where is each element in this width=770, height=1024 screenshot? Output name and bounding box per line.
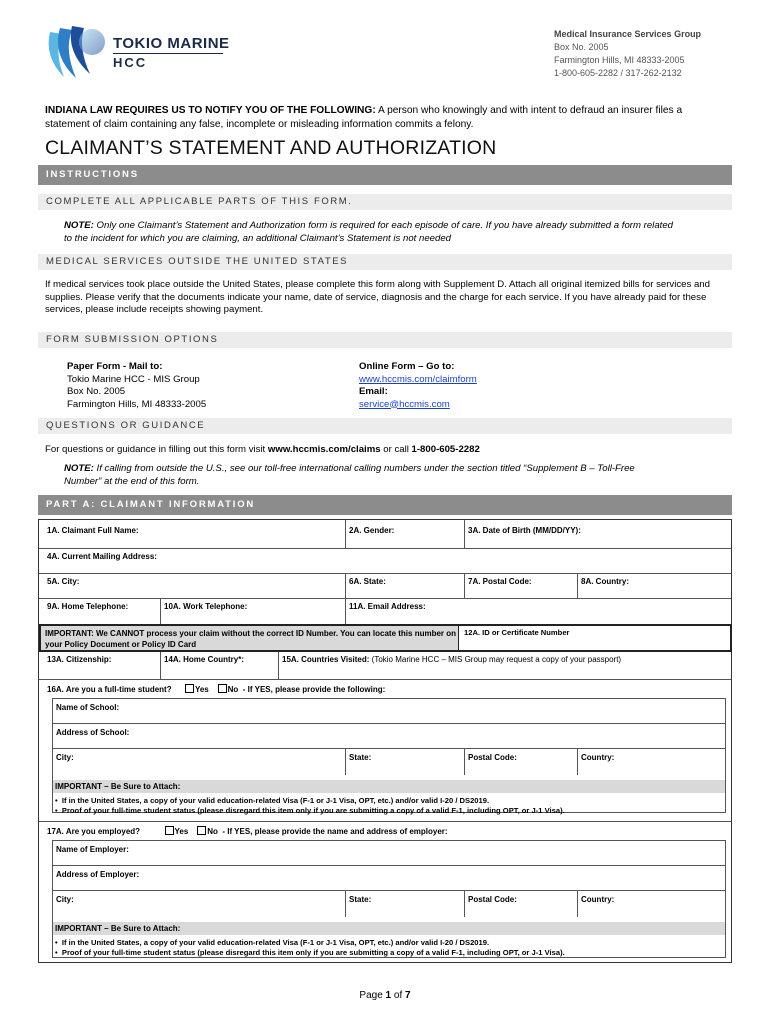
school-name-label: Name of School: <box>56 703 120 712</box>
claimform-link[interactable]: www.hccmis.com/claimform <box>359 373 477 385</box>
note-episode <box>64 220 674 245</box>
questions-or: or call <box>380 444 412 455</box>
divider <box>39 598 731 599</box>
online-form-title: Online Form – Go to: <box>359 361 455 372</box>
questions-text <box>45 444 480 457</box>
address-city: Farmington Hills, MI 48333-2005 <box>554 55 685 65</box>
page-title: CLAIMANT’S STATEMENT AND AUTHORIZATION <box>45 137 497 159</box>
school-country-label: Country: <box>581 753 615 762</box>
employed-question-text: 17A. Are you employed? <box>47 827 141 836</box>
online-form-block <box>359 361 477 411</box>
divider <box>577 748 578 775</box>
company-logo <box>42 22 112 82</box>
paper-form-block <box>67 361 206 411</box>
citizenship-label: 13A. Citizenship: <box>47 655 112 664</box>
complete-all-bar: COMPLETE ALL APPLICABLE PARTS OF THIS FORM. <box>38 194 732 210</box>
employed-no-label: No <box>207 827 218 836</box>
questions-url[interactable]: www.hccmis.com/claims <box>267 444 381 455</box>
employed-followup: - If YES, please provide the name and address of employer: <box>222 827 448 836</box>
company-address <box>554 28 701 80</box>
employer-bullet1-text: If in the United States, a copy of your valid education-related Visa (F-1 or J-1 Visa, OPT, etc.) and/or valid I-20 / DS2019. <box>61 938 490 947</box>
email-link[interactable]: service@hccmis.com <box>359 398 450 410</box>
submission-bar: FORM SUBMISSION OPTIONS <box>38 332 732 348</box>
divider <box>345 748 346 775</box>
employer-bullet-proof: • Proof of your full-time student status (please disregard this item only if you are submitting a copy of a valid F-1, including OPT, or J-1 Visa). <box>55 948 565 957</box>
id-important-text: IMPORTANT: We CANNOT process your claim without the correct ID Number. You can locate this number on your Policy Document or Policy ID Card <box>45 629 457 649</box>
student-question <box>47 684 385 694</box>
email-address-label: 11A. Email Address: <box>349 602 426 611</box>
divider <box>160 598 161 624</box>
email-label: Email: <box>359 386 388 397</box>
countries-visited-label <box>282 655 621 664</box>
work-phone-label: 10A. Work Telephone: <box>164 602 248 611</box>
fraud-warning <box>45 104 725 132</box>
page-total: 7 <box>405 990 411 1001</box>
school-address-label: Address of School: <box>56 728 130 737</box>
student-yes-checkbox[interactable] <box>185 684 194 693</box>
countries-visited-title: 15A. Countries Visited: <box>282 655 370 664</box>
student-no-checkbox[interactable] <box>218 684 227 693</box>
country-label: 8A. Country: <box>581 577 629 586</box>
student-no-label: No <box>227 685 239 694</box>
divider <box>39 573 731 574</box>
state-label: 6A. State: <box>349 577 386 586</box>
divider <box>345 573 346 598</box>
page-number <box>0 990 770 1001</box>
countries-visited-note: (Tokio Marine HCC – MIS Group may request a copy of your passport) <box>369 655 622 664</box>
divider <box>464 748 465 775</box>
logo-subword: HCC <box>113 55 148 70</box>
questions-phone: 1-800-605-2282 <box>411 444 480 455</box>
mailing-address-label: 4A. Current Mailing Address: <box>47 552 157 561</box>
employer-attach-heading: IMPORTANT – Be Sure to Attach: <box>53 922 725 935</box>
employer-address-label: Address of Employer: <box>56 870 140 879</box>
employer-country-label: Country: <box>581 895 615 904</box>
address-box: Box No. 2005 <box>554 42 609 52</box>
divider <box>577 573 578 598</box>
divider <box>278 652 279 679</box>
note2-text: If calling from outside the U.S., see our toll-free international calling numbers under the section titled “Supplement B – Toll-Free Number” at the end of this form. <box>64 463 635 487</box>
school-state-label: State: <box>349 753 372 762</box>
student-bullet-visa: • If in the United States, a copy of your valid education-related Visa (F-1 or J-1 Visa, OPT, etc.) and/or valid I-20 / DS2019. <box>55 796 490 805</box>
divider <box>464 520 465 548</box>
note-text: Only one Claimant’s Statement and Authorization form is required for each episode of care. If you have already submitted a form related to the incident for which you are claiming, an additional Claimant’s Statement is not needed <box>64 220 673 244</box>
instructions-bar: INSTRUCTIONS <box>38 165 732 185</box>
home-phone-label: 9A. Home Telephone: <box>47 602 129 611</box>
home-country-label: 14A. Home Country*: <box>164 655 245 664</box>
warning-text: A person who knowingly and with intent to defraud an insurer files a statement of claim containing any false, incomplete or misleading information commits a felony. <box>45 105 683 130</box>
divider <box>464 573 465 598</box>
divider <box>345 520 346 548</box>
logo-divider <box>113 53 223 54</box>
student-bullet2-text: Proof of your full-time student status (please disregard this item only if you are submitting a copy of a valid F-1, including OPT, or J-1 Visa). <box>61 806 565 815</box>
student-attach-heading: IMPORTANT – Be Sure to Attach: <box>53 780 725 793</box>
divider <box>160 652 161 679</box>
claimant-name-label: 1A. Claimant Full Name: <box>47 526 139 535</box>
school-postal-label: Postal Code: <box>468 753 517 762</box>
id-number-label: 12A. ID or Certificate Number <box>464 628 570 637</box>
page-of: of <box>391 990 406 1001</box>
employed-yes-checkbox[interactable] <box>165 826 174 835</box>
part-a-form <box>38 519 732 963</box>
questions-lead: For questions or guidance in filling out this form visit <box>45 444 268 455</box>
page-prefix: Page <box>359 990 386 1001</box>
paper-form-title: Paper Form - Mail to: <box>67 361 163 372</box>
divider <box>39 679 731 680</box>
employer-city-label: City: <box>56 895 74 904</box>
divider <box>52 748 726 749</box>
warning-heading: INDIANA LAW REQUIRES US TO NOTIFY YOU OF THE FOLLOWING: <box>45 105 376 116</box>
gender-label: 2A. Gender: <box>349 526 395 535</box>
employed-question <box>47 826 448 836</box>
divider <box>577 890 578 917</box>
medical-services-bar: MEDICAL SERVICES OUTSIDE THE UNITED STATES <box>38 254 732 270</box>
logo-wordmark: TOKIO MARINE <box>113 35 230 52</box>
questions-bar: QUESTIONS OR GUIDANCE <box>38 418 732 434</box>
student-yes-label: Yes <box>194 685 209 694</box>
divider <box>52 865 726 866</box>
divider <box>39 548 731 549</box>
student-bullet1-text: If in the United States, a copy of your valid education-related Visa (F-1 or J-1 Visa, OPT, etc.) and/or valid I-20 / DS2019. <box>61 796 490 805</box>
note-calling <box>64 463 664 488</box>
medical-services-text: If medical services took place outside the United States, please complete this form along with Supplement D. Attach all original itemized bills for services and supplies. Please verify that the documents indicate your name, date of service, diagnosis and the charge for each service. If you have already paid for these services, please include receipts showing payment. <box>45 279 710 315</box>
postal-label: 7A. Postal Code: <box>468 577 532 586</box>
divider <box>345 890 346 917</box>
employer-bullet2-text: Proof of your full-time student status (please disregard this item only if you are submitting a copy of a valid F-1, including OPT, or J-1 Visa). <box>61 948 565 957</box>
divider <box>52 890 726 891</box>
employer-postal-label: Postal Code: <box>468 895 517 904</box>
student-question-text: 16A. Are you a full-time student? <box>47 685 172 694</box>
student-bullet-proof: • Proof of your full-time student status (please disregard this item only if you are submitting a copy of a valid F-1, including OPT, or J-1 Visa). <box>55 806 565 815</box>
divider <box>345 598 346 624</box>
note-label: NOTE: <box>64 220 94 231</box>
student-followup: - If YES, please provide the following: <box>242 685 386 694</box>
group-name: Medical Insurance Services Group <box>554 29 702 39</box>
divider <box>39 821 731 822</box>
page-current: 1 <box>385 990 392 1001</box>
employed-yes-label: Yes <box>174 827 189 836</box>
employer-name-label: Name of Employer: <box>56 845 129 854</box>
employer-state-label: State: <box>349 895 372 904</box>
paper-form-line1: Tokio Marine HCC - MIS Group <box>67 373 200 385</box>
address-phones: 1-800-605-2282 / 317-262-2132 <box>554 68 682 78</box>
employed-no-checkbox[interactable] <box>197 826 206 835</box>
paper-form-line2: Box No. 2005 <box>67 386 126 397</box>
divider <box>464 890 465 917</box>
part-a-bar: PART A: CLAIMANT INFORMATION <box>38 495 732 515</box>
divider <box>52 723 726 724</box>
school-city-label: City: <box>56 753 74 762</box>
note2-label: NOTE: <box>64 463 94 474</box>
dob-label: 3A. Date of Birth (MM/DD/YY): <box>468 526 581 535</box>
employer-bullet-visa: • If in the United States, a copy of your valid education-related Visa (F-1 or J-1 Visa, OPT, etc.) and/or valid I-20 / DS2019. <box>55 938 490 947</box>
city-label: 5A. City: <box>47 577 80 586</box>
divider <box>458 624 459 652</box>
paper-form-line3: Farmington Hills, MI 48333-2005 <box>67 398 207 410</box>
